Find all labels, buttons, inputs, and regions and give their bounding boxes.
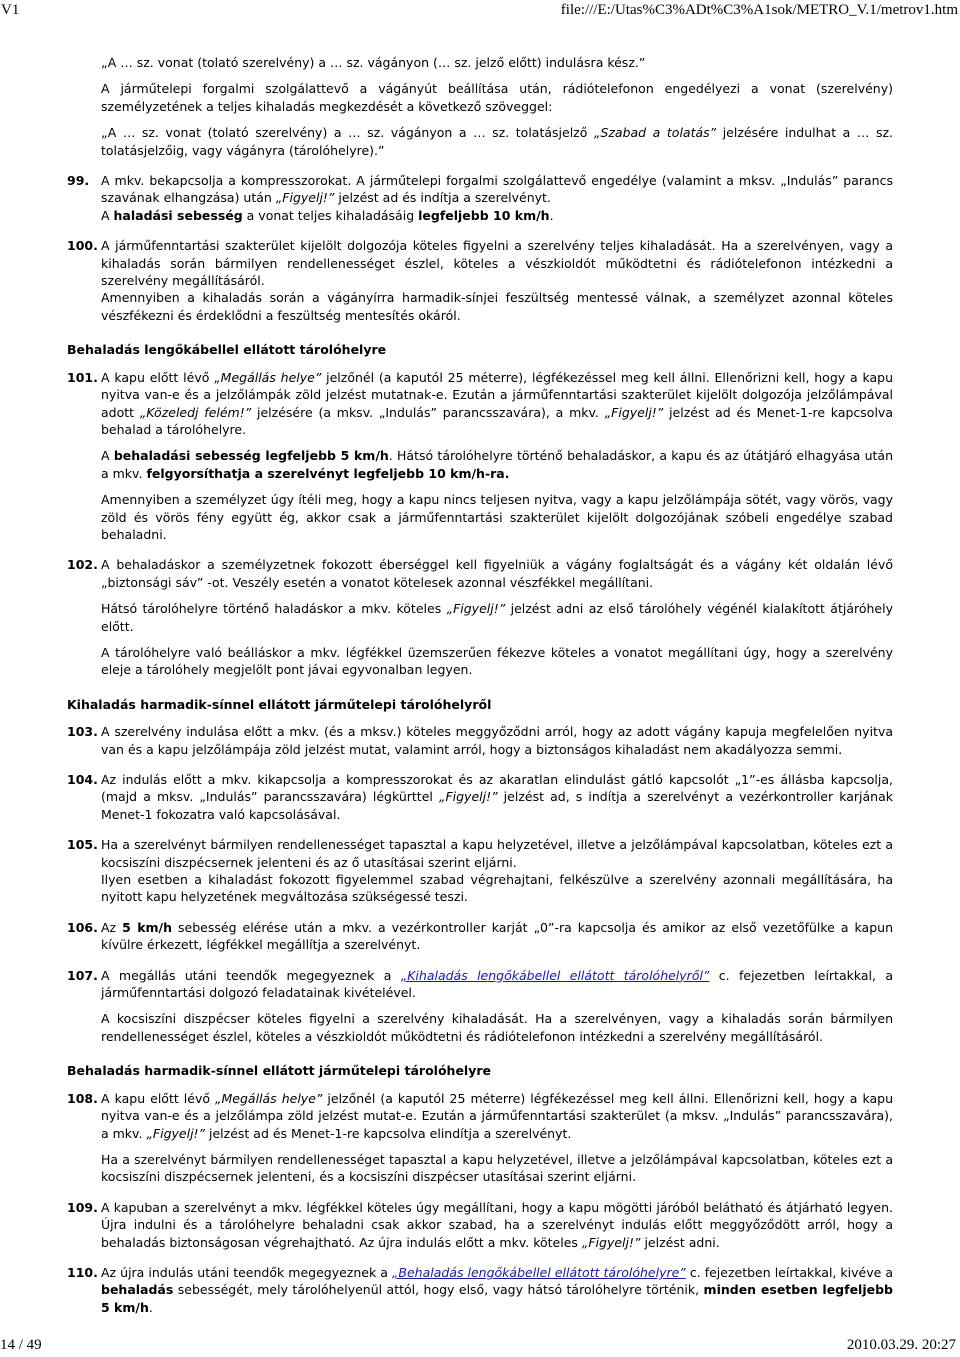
p106-text-c: sebesség elérése után a mkv. a vezérkontroller karját „0”-ra kapcsolja és amikor az első vezetőfülke a kapun kívülre érkezett, légfékkel megállítja a szerelvényt.	[101, 919, 893, 953]
intro-text: A járműtelepi forgalmi szolgálattevő a vágányút beállítása után, rádiótelefonon engedélyezi a vonat (szerelvény) személyzetének a teljes kihaladás megkezdését a következő szöveggel:	[101, 81, 893, 114]
p99-signal: „Figyelj!”	[275, 190, 335, 206]
p107-text-b: c. fejezetben leírtakkal, a járműfenntartási dolgozó feladatainak kivételével.	[101, 967, 893, 1001]
p110-bold-limit: minden esetben legfeljebb 5 km/h	[101, 1282, 893, 1315]
section-heading-3: Behaladás harmadik-sínnel ellátott járműtelepi tárolóhelyre	[67, 1063, 492, 1079]
p106-text-a: Az	[101, 919, 123, 935]
p102-text-b: Hátsó tárolóhelyre történő haladáskor a mkv. köteles	[101, 601, 447, 617]
p102-text-d: jelzést adni az első tárolóhely végénél kialakított átjáróhely előtt.	[101, 601, 893, 634]
paragraph-107	[67, 967, 893, 1002]
paragraph-106	[67, 919, 893, 954]
paragraph-99	[67, 172, 893, 224]
p108-text-e: jelzést ad és Menet-1-re kapcsolva elindítja a szerelvényt.	[205, 1125, 572, 1141]
p110-text-b: c. fejezetben leírtakkal, kivéve a	[685, 1264, 893, 1280]
paragraph-number: 103.	[67, 724, 98, 740]
p99-text-f: a vonat teljes kihaladásáig	[242, 207, 419, 223]
paragraph-108-note: Ha a szerelvényt bármilyen rendellenességet tapasztal a kapu helyzetével, illetve a jelzőlámpával kapcsolatban, köteles ezt a kocsiszíni diszpécsernek jelenteni, és a kocsiszíni diszpécser utasításai szerint eljárni.	[101, 1151, 893, 1185]
paragraph-number: 101.	[67, 369, 98, 385]
p109-signal: „Figyelj!”	[581, 1234, 641, 1250]
p101-text-h: A	[101, 448, 114, 464]
p101-text-c: jelzőnél (a kaputól 25 méterre), légfékezéssel meg kell állni. Ellenőrizni kell, hogy a kapu nyitva van-e és a jelzőlámpák zöld jelzést mutatnak-e. Ezután a járműfenntartási szakterület kijelölt dolgozója jelzőlámpával adott	[101, 369, 893, 420]
p99-text-d: A	[101, 207, 114, 223]
p101-bold-accel: felgyorsíthatja a szerelvényt legfeljebb 10 km/h-ra.	[146, 465, 510, 481]
paragraph-number: 105.	[67, 837, 98, 853]
paragraph-102	[67, 556, 893, 591]
p102-signal: „Figyelj!”	[446, 601, 506, 617]
paragraph-number: 107.	[67, 967, 98, 983]
paragraph-number: 110.	[67, 1264, 98, 1280]
p109-text-a: A kapuban a szerelvényt a mkv. légfékkel köteles úgy megállítani, hogy a kapu mögötti járóból belátható és átjárható legyen. Újra indulni és a tárolóhelyre behaladni csak akkor szabad, ha a szerelvényt indulás előtt meggyőződött arról, hogy a behaladás biztonságosan végrehajtható. Az újra indulás előtt a mkv. köteles	[101, 1199, 893, 1250]
paragraph-101	[67, 369, 893, 439]
intro-quote-2-a: „A … sz. vonat (tolató szerelvény) a … sz. vágányon a … sz. tolatásjelző	[101, 125, 594, 141]
paragraph-103	[67, 723, 893, 758]
page-header-left: V1	[1, 2, 20, 18]
paragraph-101-note: Amennyiben a személyzet úgy ítéli meg, hogy a kapu nincs teljesen nyitva, vagy a kapu jelzőlámpája sötét, vagy vörös, vagy zöld és vörös fény együtt ég, akkor csak a járműfenntartási szakterület kijelölt dolgozójának szóbeli engedélye szabad behaladni.	[101, 492, 893, 542]
intro-quote-2	[67, 124, 893, 159]
paragraph-100	[67, 237, 893, 324]
p99-bold-limit: legfeljebb 10 km/h	[418, 207, 550, 223]
paragraph-102-rear	[67, 600, 893, 635]
section-heading-2: Kihaladás harmadik-sínnel ellátott járműtelepi tárolóhelyről	[67, 696, 492, 712]
p105-text-a: Ha a szerelvényt bármilyen rendellenességet tapasztal a kapu helyzetével, illetve a jelzőlámpával kapcsolatban, köteles ezt a kocsiszíni diszpécsernek jelenteni és az ő utasításai szerint eljárni.	[101, 837, 893, 870]
p100-text-a: A járműfenntartási szakterület kijelölt dolgozója köteles figyelni a szerelvény teljes kihaladását. Ha a szerelvényen, vagy a kihaladás során bármilyen rendellenességet észlel, köteles a vészkioldót működtetni és rádiótelefonon intézkedni a szerelvény megállításáról.	[101, 238, 893, 289]
p110-bold-entry: behaladás	[101, 1282, 174, 1298]
paragraph-number: 106.	[67, 919, 98, 935]
p109-text-c: jelzést adni.	[640, 1234, 720, 1250]
page-number: 14 / 49	[0, 1337, 42, 1353]
p101-text-g: jelzést ad és Menet-1-re kapcsolva behalad a tárolóhelyre.	[101, 404, 893, 437]
p99-text-h: .	[549, 207, 554, 223]
paragraph-number: 104.	[67, 772, 98, 787]
link-behaladas-lengokabel[interactable]: „Behaladás lengőkábellel ellátott tárolóhelyre”	[391, 1264, 686, 1280]
p99-text-a: A mkv. bekapcsolja a kompresszorokat. A járműtelepi forgalmi szolgálattevő engedélye (valamint a mksv. „Indulás” parancs szavának elhangzása) után	[101, 173, 893, 206]
p104-signal: „Figyelj!”	[438, 789, 498, 805]
paragraph-102-stop: A tárolóhelyre való beálláskor a mkv. légfékkel üzemszerűen fékezve köteles a vonatot megállítani úgy, hogy a szerelvény eleje a tárolóhely megjelölt pont jávai egyvonalban legyen.	[101, 644, 893, 678]
p110-text-d: sebességét, mely tárolóhelyenül attól, hogy első, vagy hátsó tárolóhelyre történik,	[173, 1282, 704, 1298]
p101-text-j: . Hátsó tárolóhelyre történő behaladáskor, a kapu és az útátjáró elhagyása után a mkv.	[101, 448, 893, 481]
p100-text-b: Amennyiben a kihaladás során a vágányírra harmadik-sínjei feszültség mentessé válnak, a személyzet azonnal köteles vészfékezni és érdeklődni a feszültség mentesítés okáról.	[101, 290, 893, 323]
p108-signal-attention: „Figyelj!”	[146, 1125, 206, 1141]
p108-signal-stop: „Megállás helye”	[215, 1090, 323, 1106]
p101-signal-attention: „Figyelj!”	[604, 404, 664, 420]
page-header-url: file:///E:/Utas%C3%ADt%C3%A1sok/METRO_V.1/metrov1.htm	[560, 2, 958, 18]
p103-text: A szerelvény indulása előtt a mkv. (és a mksv.) köteles meggyőződni arról, hogy az adott vágány kapuja megfelelően nyitva van és a kapu jelzőlámpája zöld jelzést mutat, valamint arról, hogy a biztonságos kihaladást nem akadályozza semmi.	[101, 724, 893, 757]
paragraph-number: 108.	[67, 1090, 98, 1106]
paragraph-110	[67, 1264, 893, 1316]
p107-text-a: A megállás utáni teendők megegyeznek a	[101, 967, 401, 983]
p104-text-a: Az indulás előtt a mkv. kikapcsolja a kompresszorokat és az akaratlan elindulást gátló kapcsolót „1”-es állásba kapcsolja, (majd a mksv. „Indulás” parancsszavára) légkürttel	[101, 772, 893, 805]
p99-bold-speed: haladási sebesség	[113, 207, 243, 223]
intro-quote-2-c: jelzésére indulhat a … sz. tolatásjelzőig, vagy vágányra (tárolóhelyre).”	[101, 125, 894, 158]
p101-text-e: jelzésére (a mksv. „Indulás” parancsszavára), a mkv.	[251, 404, 605, 420]
paragraph-108	[67, 1090, 893, 1142]
intro-line-1: „A … sz. vonat (tolató szerelvény) a … sz. vágányon (… sz. jelző előtt) indulásra kész.”	[101, 55, 646, 70]
p101-signal-approach: „Közeledj felém!”	[139, 404, 252, 420]
paragraph-104	[67, 771, 893, 823]
p105-text-b: Ilyen esetben a kihaladást fokozott figyelemmel szabad végrehajtani, felkészülve a szerelvény azonnali megállítására, ha nyitott kapu helyzetének megváltozása szükségessé teszi.	[101, 872, 893, 905]
section-heading-1: Behaladás lengőkábellel ellátott tárolóhelyre	[67, 342, 387, 358]
p101-text-a: A kapu előtt lévő	[101, 369, 215, 385]
paragraph-number: 100.	[67, 238, 98, 254]
intro-quote-1	[67, 54, 893, 71]
paragraph-109	[67, 1199, 893, 1251]
p110-text-a: Az újra indulás utáni teendők megegyeznek a	[101, 1264, 392, 1280]
document-body	[67, 54, 893, 1316]
paragraph-number: 109.	[67, 1199, 98, 1215]
link-kihaladas-lengokabel[interactable]: „Kihaladás lengőkábellel ellátott tárolóhelyről”	[400, 967, 710, 983]
p104-text-c: jelzést ad, s indítja a szerelvényt a vezérkontroller karjának Menet-1 fokozatra való kapcsolásával.	[101, 789, 893, 822]
p108-text-c: jelzőnél (a kaputól 25 méterre) légfékezéssel meg kell állni. Ellenőrizni kell, hogy a kapu nyitva van-e és a jelzőlámpa zöld jelzést mutat-e. Ezután a járműfenntartási szakterület (a mksv. „Indulás” parancsszavára), a mkv.	[101, 1090, 893, 1141]
paragraph-107-dispatcher: A kocsiszíni diszpécser köteles figyelni a szerelvény kihaladását. Ha a szerelvényen, vagy a kihaladás során bármilyen rendellenességet észlel, köteles a vészkioldót működtetni és rádiótelefonon intézkedni a szerelvény megállításáról.	[101, 1011, 893, 1044]
paragraph-105	[67, 836, 893, 906]
intro-quote-2-signal: „Szabad a tolatás”	[593, 125, 717, 141]
print-timestamp: 2010.03.29. 20:27	[846, 1337, 956, 1353]
p106-bold-speed: 5 km/h	[122, 919, 173, 935]
p110-text-f: .	[148, 1299, 153, 1315]
paragraph-number: 102.	[67, 557, 98, 573]
p99-text-c: jelzést ad és indítja a szerelvényt.	[334, 190, 551, 206]
p101-bold-speed: behaladási sebesség legfeljebb 5 km/h	[113, 448, 389, 464]
paragraph-number: 99.	[67, 173, 90, 189]
p102-text-a: A behaladáskor a személyzetnek fokozott éberséggel kell figyelniük a vágány foglaltságát és a vágány két oldalán lévő „biztonsági sáv” -ot. Veszély esetén a vonatot kötelesek azonnal vészfékkel megállítani.	[101, 557, 893, 590]
p101-signal-stop: „Megállás helye”	[214, 369, 322, 385]
paragraph-101-speed	[67, 447, 893, 482]
p108-text-a: A kapu előtt lévő	[101, 1090, 216, 1106]
